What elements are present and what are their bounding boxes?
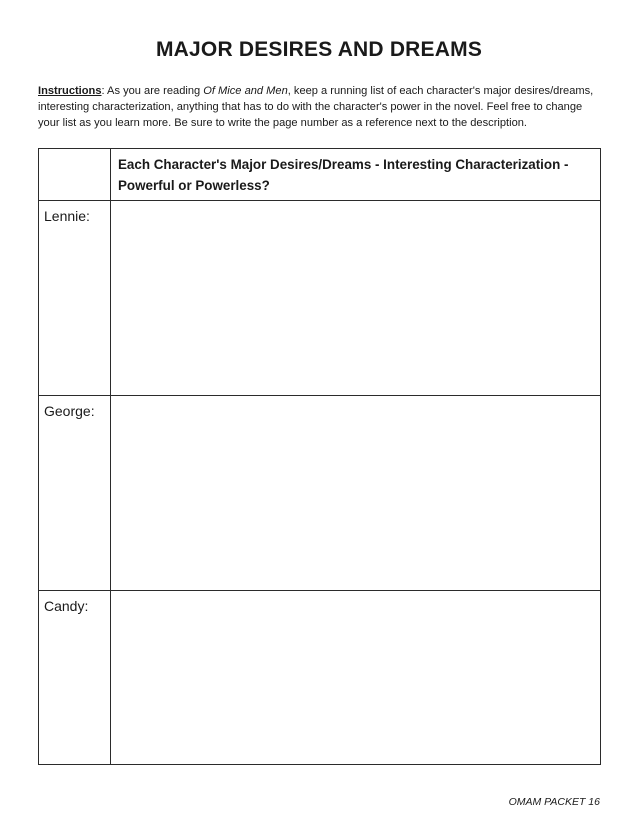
character-name-george: George:: [39, 396, 111, 591]
instructions-text-part-2: , keep a running list of each character's major desires/dreams, interesting characterization, anything that has to do with the character's power in the novel. Feel free to change your list as you learn more. Be sure to write the page number as a reference next to the description.: [38, 85, 594, 129]
header-blank-cell: [39, 149, 111, 201]
table-header-row: [39, 149, 601, 201]
page-footer: OMAM PACKET 16: [508, 796, 600, 808]
table-row-candy: [39, 591, 601, 765]
table-row-lennie: [39, 201, 601, 396]
notes-cell-candy[interactable]: [111, 591, 601, 765]
book-title: Of Mice and Men: [203, 85, 288, 97]
instructions-paragraph: [38, 83, 602, 131]
notes-cell-george[interactable]: [111, 396, 601, 591]
instructions-text-part-1: : As you are reading: [101, 85, 204, 97]
notes-cell-lennie[interactable]: [111, 201, 601, 396]
character-name-lennie: Lennie:: [39, 201, 111, 396]
page-title: MAJOR DESIRES AND DREAMS: [155, 38, 483, 61]
instructions-label: Instructions: [38, 85, 102, 97]
table-row-george: [39, 396, 601, 591]
table-header-cell: Each Character's Major Desires/Dreams - Interesting Characterization - Powerful or Powerless?: [111, 149, 601, 201]
character-table: [38, 148, 601, 765]
character-name-candy: Candy:: [39, 591, 111, 765]
